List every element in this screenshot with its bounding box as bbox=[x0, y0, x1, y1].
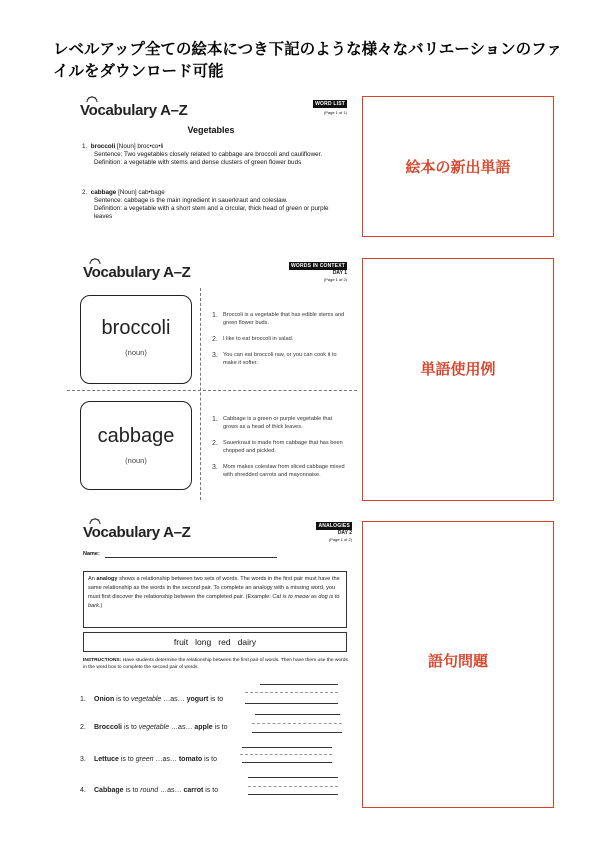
answer-line-2b[interactable] bbox=[252, 732, 342, 733]
analogy-intro-box bbox=[83, 571, 347, 628]
sun-icon bbox=[89, 258, 101, 264]
logo-text: Vocabulary A–Z bbox=[83, 264, 191, 281]
context-day: DAY 1 bbox=[332, 270, 347, 276]
context-sentence: 3. You can eat broccoli raw, or you can cook it to make it softer. bbox=[212, 352, 337, 366]
sun-icon bbox=[86, 96, 98, 102]
analogies-panel bbox=[70, 518, 352, 808]
logo-text: Vocabulary A–Z bbox=[80, 102, 188, 119]
analogy-question-1: 1. Onion is to vegetable …as… yogurt is to bbox=[80, 696, 224, 703]
context-sentence: 2. Sauerkraut is made from cabbage that has been chopped and pickled. bbox=[212, 440, 343, 454]
analogy-intro-text: An analogy shows a relationship between two sets of words. The words in the first pair must have the same relationship as the words in the second pair. To complete an analogy with a missing word, you must first discover the relationship between the completed pair. (Example: Cat is to meow as dog is to bark.) bbox=[88, 576, 340, 609]
analogy-question-2: 2. Broccoli is to vegetable …as… apple is to bbox=[80, 724, 228, 731]
context-sentence: 2. I like to eat broccoli in salad. bbox=[212, 336, 294, 343]
answer-line-3b[interactable] bbox=[242, 762, 332, 763]
context-page: (Page 1 of 2) bbox=[323, 277, 347, 282]
vocabulary-az-logo bbox=[83, 264, 191, 281]
analogies-day: DAY 2 bbox=[337, 530, 352, 536]
word-list-tag: WORD LIST bbox=[315, 101, 345, 107]
divider-horizontal bbox=[67, 390, 357, 391]
vocabulary-az-logo bbox=[83, 524, 191, 541]
vocabulary-az-logo bbox=[80, 102, 188, 119]
card-part-of-speech: (noun) bbox=[125, 348, 147, 357]
logo-text: Vocabulary A–Z bbox=[83, 524, 191, 541]
answer-line-1[interactable] bbox=[260, 684, 338, 685]
entry-number: 1. bbox=[82, 143, 88, 150]
answer-guide bbox=[252, 723, 342, 724]
context-sentence: 1. Broccoli is a vegetable that has edible stems and green flower buds. bbox=[212, 312, 345, 326]
word-list-title: Vegetables bbox=[187, 125, 235, 135]
label-new-words: 絵本の新出単語 bbox=[405, 158, 511, 176]
answer-line-1b[interactable] bbox=[245, 703, 338, 704]
entry-definition: Definition: a vegetable with stems and dense clusters of green flower buds bbox=[94, 159, 302, 166]
answer-guide bbox=[240, 754, 332, 755]
answer-guide bbox=[248, 786, 338, 787]
word-list-entry-1 bbox=[82, 143, 344, 167]
answer-guide bbox=[245, 692, 338, 693]
words-in-context-panel bbox=[75, 258, 347, 498]
analogy-question-3: 3. Lettuce is to green …as… tomato is to bbox=[80, 756, 217, 763]
label-box-usage bbox=[362, 258, 554, 501]
answer-line-4[interactable] bbox=[248, 777, 338, 778]
analogies-tag: ANALOGIES bbox=[318, 523, 350, 529]
entry-number: 2. bbox=[82, 189, 88, 196]
label-questions: 語句問題 bbox=[427, 652, 488, 670]
answer-line-3[interactable] bbox=[242, 747, 332, 748]
answer-line-4b[interactable] bbox=[248, 794, 338, 795]
divider-vertical bbox=[200, 288, 201, 500]
entry-sentence: Sentence: Two vegetables closely related to cabbage are broccoli and cauliflower. bbox=[94, 151, 323, 158]
label-box-questions bbox=[362, 521, 554, 808]
context-sentence: 1. Cabbage is a green or purple vegetable that grows as a head of thick leaves. bbox=[212, 416, 333, 430]
entry-word: broccoli bbox=[90, 143, 116, 150]
analogy-question-4: 4. Cabbage is to round …as… carrot is to bbox=[80, 787, 219, 794]
word-list-panel bbox=[75, 96, 347, 231]
entry-info: [Noun] cab•bage bbox=[118, 189, 165, 196]
analogies-page: (Page 1 of 2) bbox=[328, 537, 352, 542]
word-card-broccoli bbox=[80, 295, 192, 384]
entry-definition: Definition: a vegetable with a short stem and a circular, thick head of green or purple leaves bbox=[94, 205, 329, 220]
word-card-cabbage bbox=[80, 401, 192, 490]
entry-sentence: Sentence: cabbage is the main ingredient in sauerkraut and coleslaw. bbox=[94, 197, 288, 204]
card-word: cabbage bbox=[97, 425, 175, 447]
label-usage: 単語使用例 bbox=[420, 360, 496, 378]
word-box: fruit long red dairy bbox=[83, 632, 347, 652]
sun-icon bbox=[89, 518, 101, 524]
card-word: broccoli bbox=[101, 317, 171, 339]
page-headline: レベルアップ全ての絵本につき下記のような様々なバリエーションのファイルをダウンロード可能 bbox=[53, 40, 562, 80]
card-part-of-speech: (noun) bbox=[125, 456, 147, 465]
name-label: Name: bbox=[83, 551, 100, 557]
answer-line-2[interactable] bbox=[255, 714, 340, 715]
label-box-new-words bbox=[362, 96, 554, 237]
entry-word: cabbage bbox=[90, 189, 117, 196]
context-tag: WORDS IN CONTEXT bbox=[290, 263, 345, 269]
word-list-entry-2 bbox=[82, 189, 344, 221]
word-list-page: (Page 1 of 1) bbox=[323, 110, 347, 115]
context-sentence: 3. Mom makes coleslaw from sliced cabbage mixed with shredded carrots and mayonnaise. bbox=[212, 464, 345, 478]
name-field[interactable] bbox=[83, 551, 283, 559]
instructions: INSTRUCTIONS: Have students determine the relationship between the first pair of words. Then have them use the words in the word box to complete the second pair of words. bbox=[83, 658, 348, 670]
entry-info: [Noun] broc•co•li bbox=[117, 143, 164, 150]
